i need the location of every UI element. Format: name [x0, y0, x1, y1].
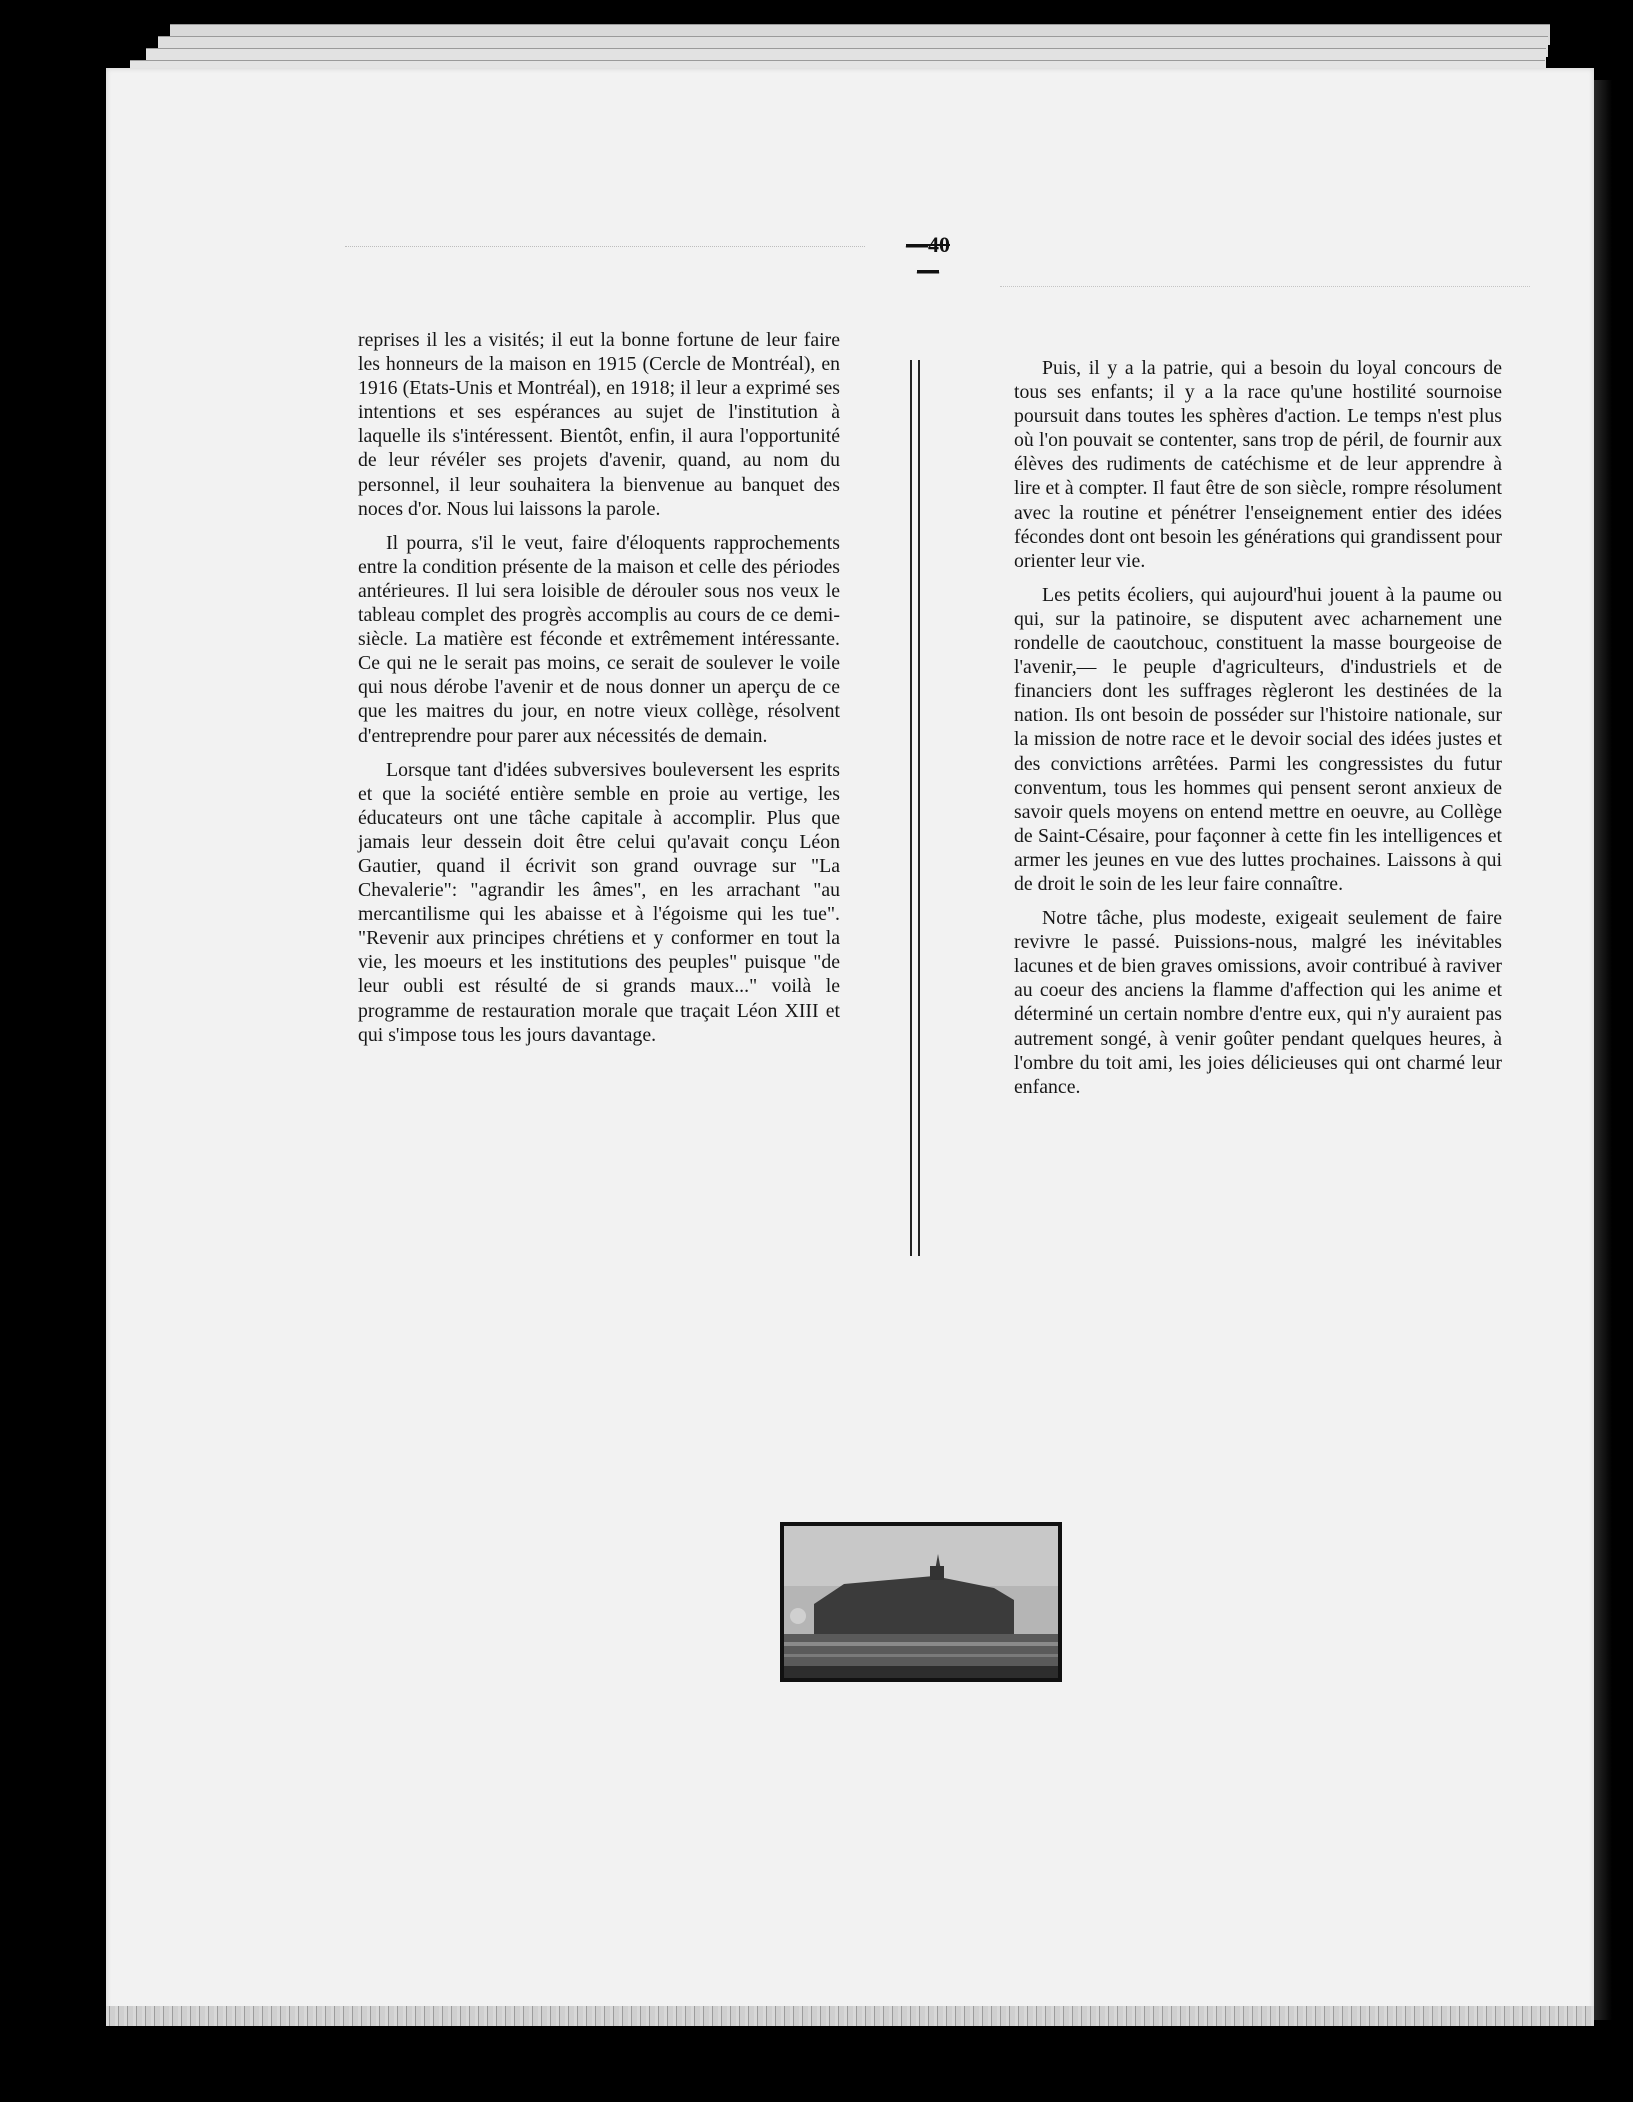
paragraph: reprises il les a visités; il eut la bonne fortune de leur faire les honneurs de la maison en 1915 (Cercle de Montréal), en 1916 (Etats-Unis et Montréal), en 1918; il leur a exprimé ses intentions et ses espérances au sujet de l'institution à laquelle ils s'intéressent. Bientôt, enfin, il aura l'opportunité de leur révéler ses projets d'avenir, quand, au nom du personnel, il leur souhaitera la bienvenue au banquet des noces d'or. Nous lui laissons la parole. [358, 329, 840, 520]
college-photograph [780, 1522, 1062, 1682]
paragraph: Les petits écoliers, qui aujourd'hui jouent à la paume ou qui, sur la patinoire, se disputent avec acharnement une rondelle de caoutchouc, constituent la masse bourgeoise de l'avenir,— le peuple d'agriculteurs, d'industriels et de financiers dont les suffrages règleront les destinées de la nation. Ils ont besoin de posséder sur l'histoire nationale, sur la mission de notre race et le devoir social des idées justes et des convictions arrêtées. Parmi les congressistes du futur conventum, tous les hommes qui pensent seront anxieux de savoir quels moyens on entend mettre en oeuvre, au Collège de Saint-Césaire, pour façonner à cette fin les intelligences et armer les jeunes en vue des luttes prochaines. Laissons à qui de droit le soin de les leur faire connaître. [1014, 583, 1502, 895]
right-column [1014, 356, 1502, 1099]
college-building-image [784, 1526, 1058, 1678]
header-rule-left [345, 246, 865, 247]
header-rule-right [1000, 286, 1530, 287]
binding-edge [1594, 80, 1612, 2020]
bottom-page-edge [106, 2006, 1594, 2026]
paragraph: Notre tâche, plus modeste, exigeait seulement de faire revivre le passé. Puissions-nous, malgré les inévitables lacunes et de bien graves omissions, avoir contribué à raviver au coeur des anciens la flamme d'affection qui les anime et déterminé un certain nombre d'entre eux, qui n'y auraient pas autrement songé, à venir goûter pendant quelques heures, à l'ombre du toit ami, les joies délicieuses qui ont charmé leur enfance. [1014, 907, 1502, 1098]
paragraph: Lorsque tant d'idées subversives bouleversent les esprits et que la société entière semble en proie au vertige, les éducateurs ont une tâche capitale à accomplir. Plus que jamais leur dessein doit être celui qu'avait conçu Léon Gautier, quand il écrivit son grand ouvrage sur "La Chevalerie": "agrandir les âmes", en les arrachant "au mercantilisme qui les abaisse et à l'égoisme qui les tue". "Revenir aux principes chrétiens et y conformer en tout la vie, les moeurs et les institutions des peuples" puisque "de leur oubli est résulté de si grands maux..." voilà le programme de restauration morale que traçait Léon XIII et qui s'impose tous les jours davantage. [358, 758, 840, 1046]
paragraph: Il pourra, s'il le veut, faire d'éloquents rapprochements entre la condition présente de la maison et celle des périodes antérieures. Il lui sera loisible de dérouler sous nos veux le tableau complet des progrès accomplis au cours de ce demi-siècle. La matière est féconde et extrêmement intéressante. Ce qui ne le serait pas moins, ce serait de soulever le voile qui nous dérobe l'avenir et de nous donner un aperçu de ce que les maitres du jour, en notre vieux collège, résolvent d'entreprendre pour parer aux nécessités de demain. [358, 531, 840, 747]
paragraph: Puis, il y a la patrie, qui a besoin du loyal concours de tous ses enfants; il y a la race qu'une hostilité sournoise poursuit dans toutes les sphères d'action. Le temps n'est plus où l'on pouvait se contenter, sans trop de péril, de fournir aux élèves des rudiments de catéchisme et de leur apprendre à lire et à compter. Il faut être de son siècle, rompre résolument avec la routine et pénétrer l'enseignement entier des idées fécondes dont ont besoin les générations qui grandissent pour orienter leur vie. [1014, 357, 1502, 572]
left-column [358, 328, 840, 1047]
column-divider [910, 360, 920, 1256]
page-number: —40— [906, 232, 950, 283]
